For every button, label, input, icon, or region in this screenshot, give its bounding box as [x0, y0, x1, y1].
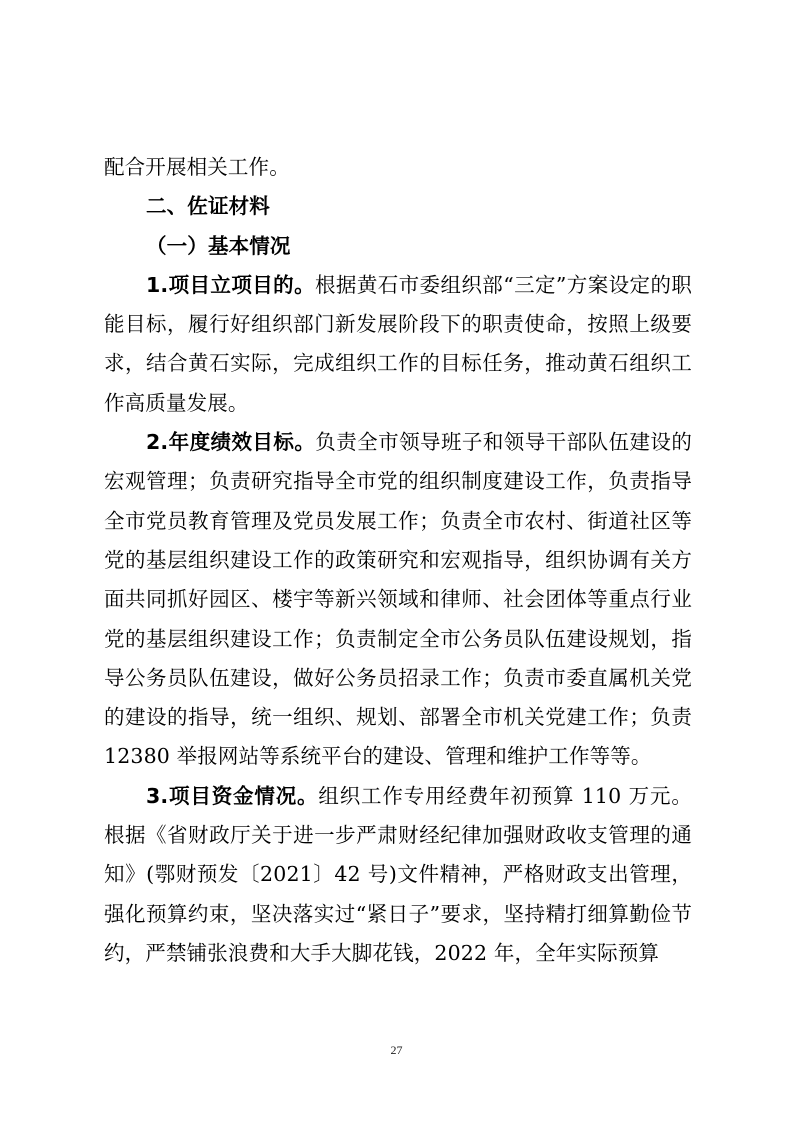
paragraph-text: 根据黄石市委组织部“三定”方案设定的职能目标，履行好组织部门新发展阶段下的职责使命，按照上级要求，结合黄石实际，完成组织工作的目标任务，推动黄石组织工作高质量发展。: [104, 272, 693, 415]
paragraph-project-purpose: [104, 266, 692, 423]
page-number: 27: [390, 1043, 403, 1057]
paragraph-text: 组织工作专用经费年初预算 110 万元。根据《省财政厅关于进一步严肃财经纪律加强财政收支管理的通知》(鄂财预发〔2021〕42 号)文件精神，严格财政支出管理，强化预算约束，坚决落实过“紧日子”要求，坚持精打细算勤俭节约，严禁铺张浪费和大手大脚花钱，2022 年，全年实际预算: [104, 783, 692, 965]
paragraph-lead: 1.项目立项目的。: [146, 272, 315, 297]
paragraph-lead: 2.年度绩效目标。: [146, 430, 316, 455]
continuation-line: 配合开展相关工作。: [104, 155, 290, 179]
paragraph-text: 负责全市领导班子和领导干部队伍建设的宏观管理；负责研究指导全市党的组织制度建设工作，负责指导全市党员教育管理及党员发展工作；负责全市农村、街道社区等党的基层组织建设工作的政策研究和宏观指导，组织协调有关方面共同抓好园区、楼宇等新兴领域和律师、社会团体等重点行业党的基层组织建设工作；负责制定全市公务员队伍建设规划，指导公务员队伍建设，做好公务员招录工作；负责市委直属机关党的建设的指导，统一组织、规划、部署全市机关党建工作；负责 12380 举报网站等系统平台的建设、管理和维护工作等等。: [104, 430, 693, 769]
subsection-heading: （一）基本情况: [146, 233, 291, 258]
paragraph-lead: 3.项目资金情况。: [146, 783, 319, 808]
document-body: [104, 148, 692, 973]
paragraph-annual-goals: [104, 423, 692, 777]
paragraph-funding: [104, 777, 692, 973]
section-heading: 二、佐证材料: [146, 194, 270, 219]
